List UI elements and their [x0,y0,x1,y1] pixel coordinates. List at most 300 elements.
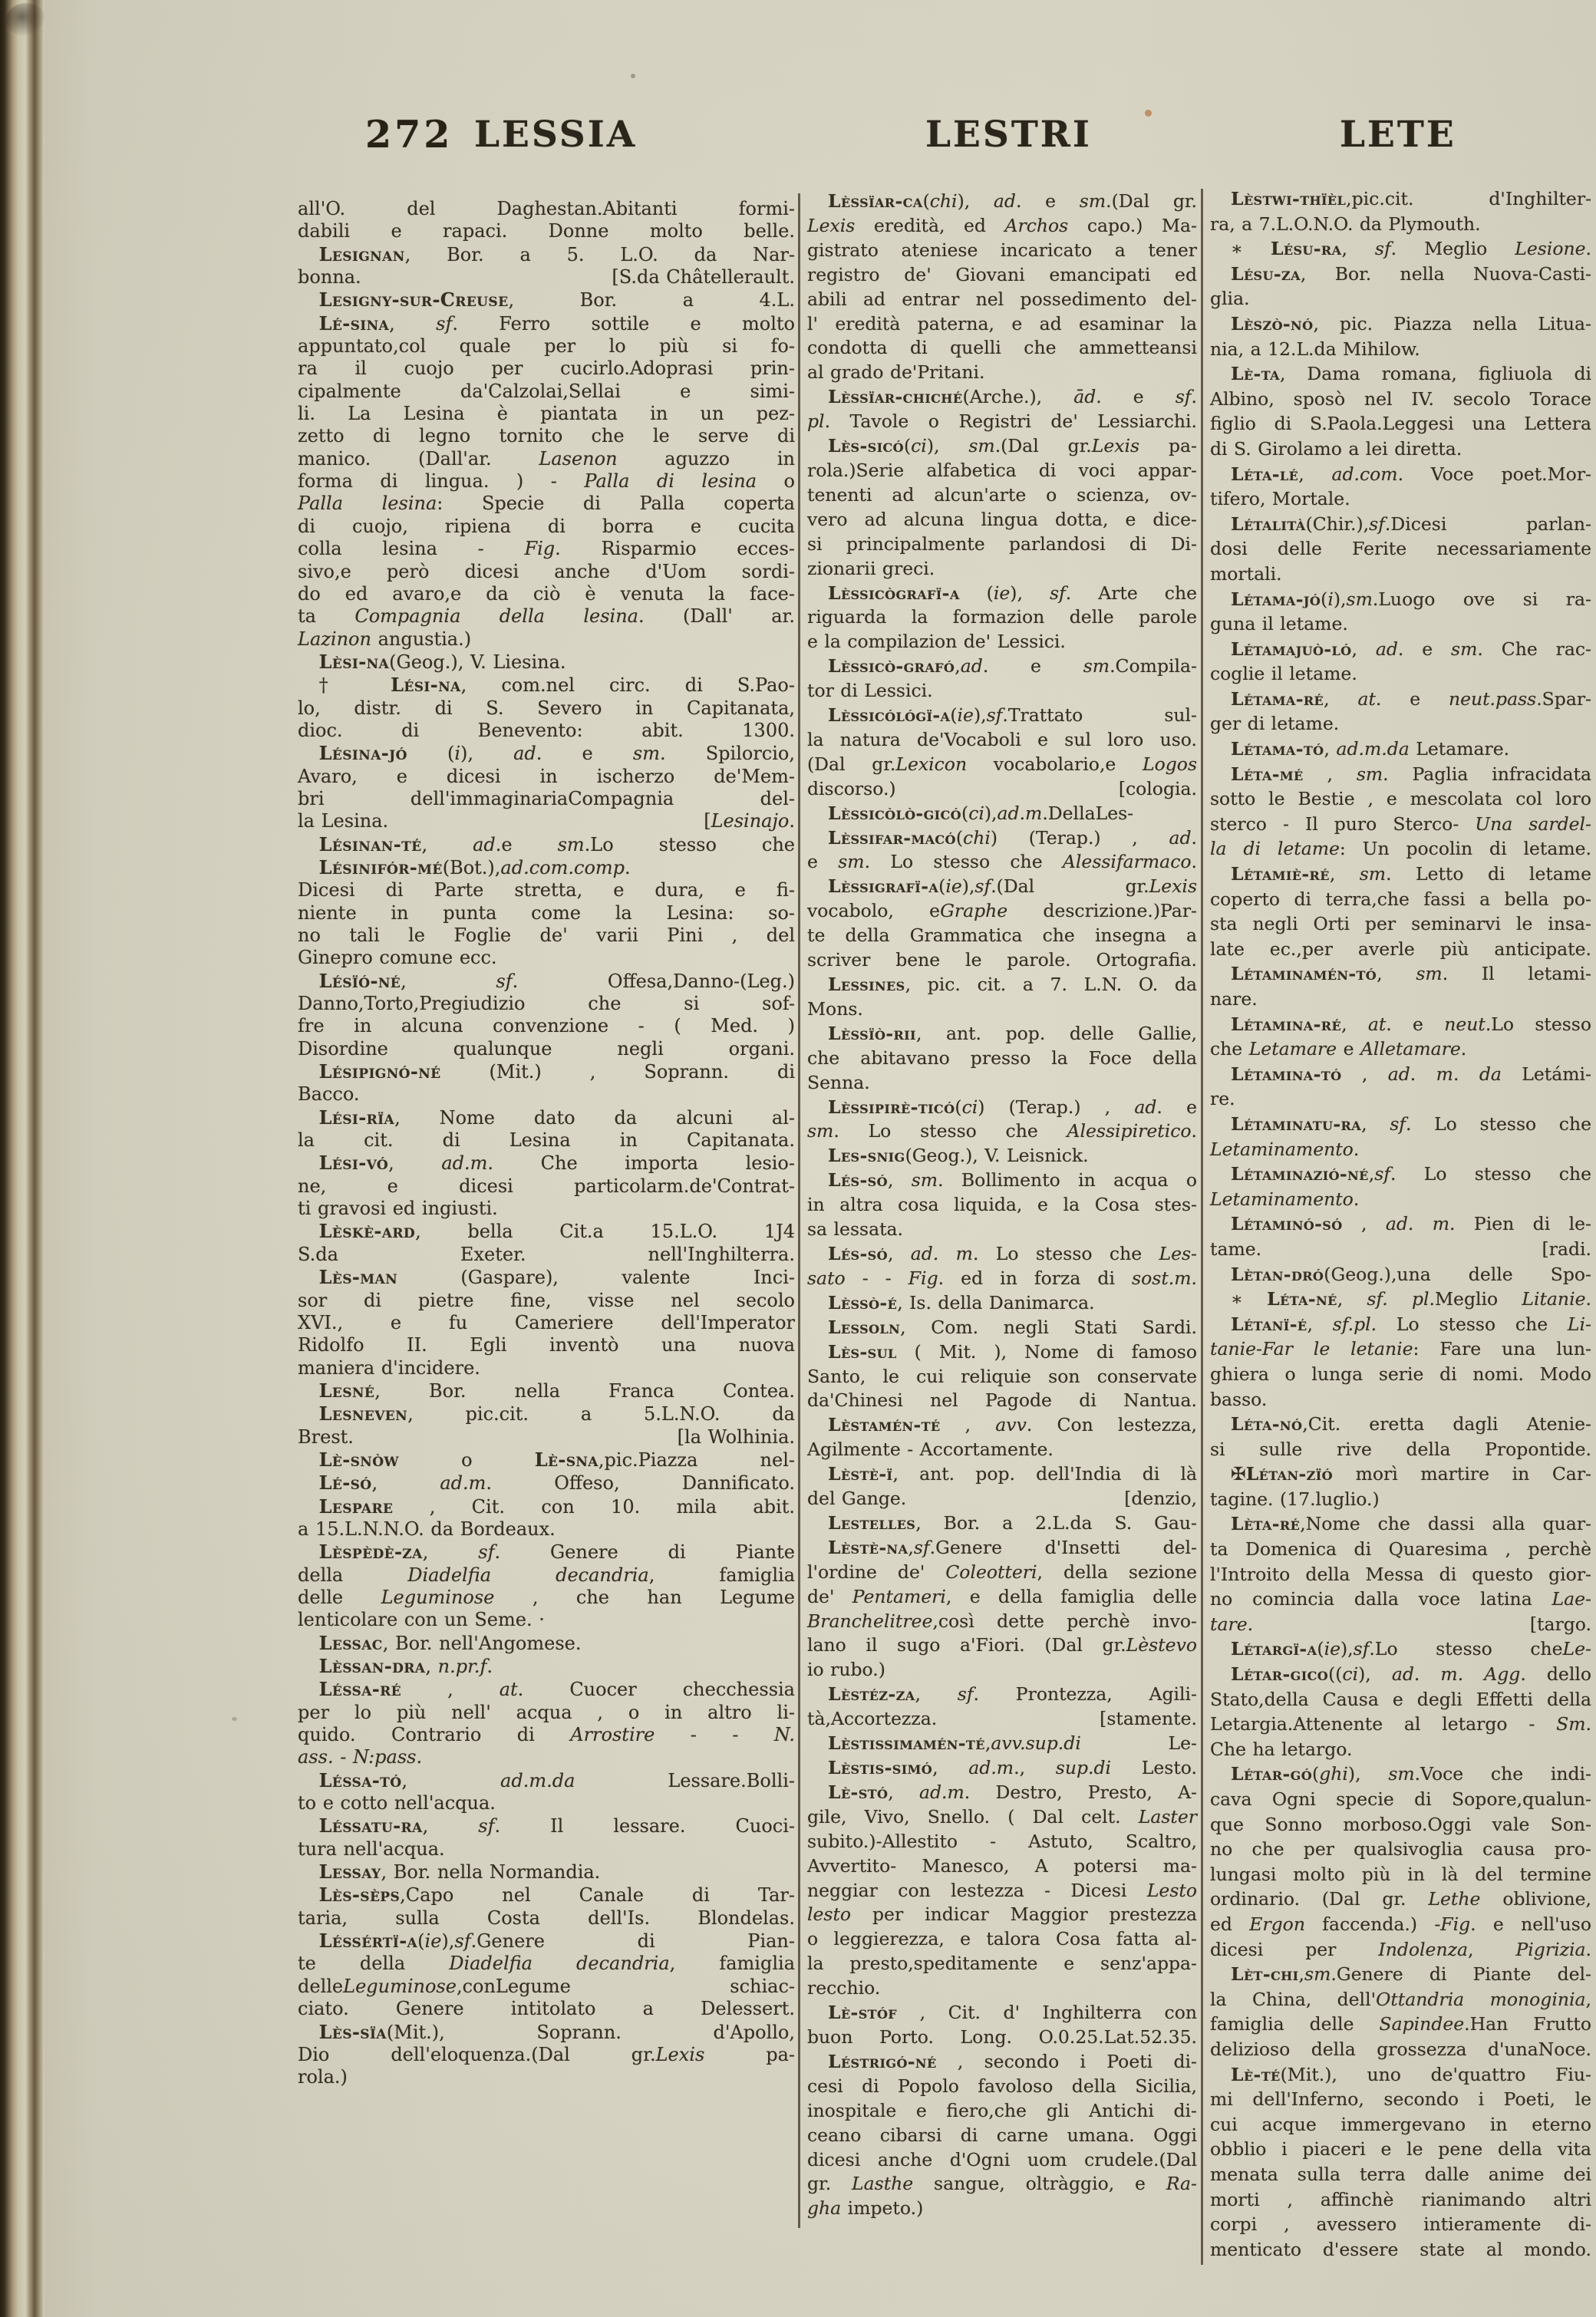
text-line: Lèssicòlò-gicó(ci),ad.m.DellaLes- [828,802,1134,824]
entry-headword: Lè-sna [534,1448,598,1471]
line-text: tà,Accortezza. [807,1708,938,1730]
text-line: condotta di quelli che ammetteansi [807,337,1197,359]
italic-text: sf [496,970,513,992]
entry-headword: Léta-né [1267,1288,1337,1310]
text-line: la natura de'Vocaboli e sul loro uso. [807,728,1197,750]
text-line: Che ha letargo. [1210,1738,1353,1760]
italic-text: Lesto [1146,1879,1197,1901]
italic-text: sf [478,1541,495,1564]
entry-headword: Lèssigrafï-a [828,875,939,898]
text-line: guna il letame. [1210,613,1348,635]
text-line: ∗ Léta-né, sf. pl.Meglio Litanie. [1231,1288,1591,1310]
text-line: Lèssïò-rii, ant. pop. delle Gallie, [828,1022,1197,1044]
text-line: Letargia.Attenente al letargo - Sm. [1210,1713,1591,1735]
text-line: o leggierezza, e talora Cosa fatta al- [807,1928,1197,1950]
text-line: taria, sulla Costa dell'Is. Blondelas. [298,1907,795,1929]
text-line: Lès-man (Gaspare), valente Inci- [318,1266,795,1289]
italic-text: ie [945,875,962,898]
italic-text: Letaminamento [1210,1188,1354,1210]
italic-text: Fig [524,538,556,560]
text-line: Lèstissimamén-té,avv.sup.di Le- [828,1732,1197,1755]
entry-headword: Lè-té [1231,2063,1281,2085]
text-line: Létama-ré, at. e neut.pass.Spar- [1231,687,1591,710]
text-line: Lazinon angustia.) [298,628,472,650]
entry-headword: Léssa-ré [318,1678,402,1701]
text-line: pl. Tavole o Registri de' Lessiarchi. [807,410,1197,433]
entry-headword: Létama-jó [1231,588,1321,610]
text-line: Létamina-tó , ad. m. da Letámi- [1231,1063,1591,1085]
italic-text: Diadelfia decandria [407,1564,649,1586]
text-line: lano il sugo a'Fiori. (Dal gr.Lèstevo [807,1634,1197,1656]
italic-text: ad [960,655,983,677]
italic-text: chi [963,826,991,849]
text-line: † Lési-na, com.nel circ. di S.Pao- [318,674,795,697]
italic-text: Sapindee [1379,2013,1465,2035]
running-head-left: LESSIA [474,114,638,156]
text-line: sato - - Fig. ed in forza di sost.m. [807,1267,1197,1289]
text-line: Lesigny-sur-Creuse, Bor. a 4.L. [318,288,795,311]
text-line: Lésu-za, Bor. nella Nuova-Casti- [1231,262,1591,285]
italic-text: sf [478,1815,495,1837]
italic-text: tare [1210,1613,1248,1635]
text-line: gile, Vivo, Snello. ( Dal celt. Laster [807,1805,1197,1828]
text-line: Lèssicò-grafó,ad. e sm.Compila- [828,655,1197,677]
text-line: Lès-sicó(ci), sm.(Dal gr.Lexis pa- [828,435,1197,457]
text-line: Lés-só, ad. m. Lo stesso che Les- [828,1242,1197,1264]
text-line: tor di Lessici. [807,680,933,702]
italic-text: Far le letanie [1261,1338,1413,1360]
italic-text: Lexis [655,2043,705,2065]
text-line: to e cotto nell'acqua. [298,1792,496,1814]
catchword: [denzio, [1124,1488,1197,1510]
text-line: vocabolo, eGraphe descrizione.)Par- [807,900,1197,922]
italic-text: da [1479,1063,1502,1085]
italic-text: Lazinon [298,628,371,650]
stain-speck [1145,110,1152,117]
italic-text: ci [961,1096,978,1118]
italic-text: Diadelfia decandria [449,1953,670,1975]
text-line: Dio dell'eloquenza.(Dal gr.Lexis pa- [298,2043,795,2065]
text-line [298,810,795,832]
text-line: dabili e rapaci. Donne molto belle. [298,220,795,242]
italic-text: sf [957,1683,974,1706]
italic-text: sf [436,312,453,335]
text-line: la China, dell'Ottandria monoginia, [1210,1988,1592,2010]
entry-headword: Lèt-chi [1231,1963,1299,1986]
italic-text: pl [807,410,825,433]
italic-text: sf [454,1930,471,1953]
italic-text: avv.sup.di [991,1732,1081,1755]
italic-text: Pentameri [852,1585,946,1607]
italic-text: Indolenza [1378,1938,1468,1960]
text-line: ciato. Genere intitolato a Delessert. [298,1998,795,2020]
italic-text: ad [473,833,496,855]
text-line: niente in punta come la Lesina: so- [298,901,795,924]
text-line: Létaminó-só , ad. m. Pien di le- [1231,1213,1591,1235]
italic-text: Letaminamento [1210,1138,1354,1160]
text-line: Léssa-tó, ad.m.da Lessare.Bolli- [318,1768,795,1791]
italic-text: ghi [1319,1763,1348,1785]
text-line: basso. [1210,1388,1268,1410]
text-line: menata sulla terra dalle anime dei [1210,2163,1591,2185]
entry-headword: Lessay [318,1861,381,1884]
text-line: Léta-nó,Cit. eretta dagli Atenie- [1231,1413,1591,1435]
italic-text: Sm [1556,1713,1586,1735]
entry-headword: Létama-ré [1231,687,1324,710]
entry-headword: Lési-na [391,674,461,697]
italic-text: sm [1451,638,1478,660]
text-line [807,777,1197,802]
text-line: sta negli Orti per seminarvi le insa- [1210,913,1591,935]
text-line: Lési-vó, ad.m. Che importa lesio- [318,1152,795,1175]
text-line: bri dell'immaginariaCompagnia del- [298,787,795,809]
text-line: Létamiè-ré, sm. Letto di letame [1231,863,1591,885]
entry-headword: Lési-rïa [318,1106,395,1129]
italic-text: sm [1416,963,1443,985]
entry-headword: Lessac [318,1631,383,1654]
italic-text: Lexis [1149,875,1197,898]
italic-text: chi [929,190,958,212]
text-line: menticato d'essere state al mondo. [1210,2238,1591,2260]
text-line: Lèskè-ard, bella Cit.a 15.L.O. 1J4 [318,1220,795,1243]
italic-text: Una sardel- [1475,812,1591,835]
text-line: lenticolare con un Seme. · [298,1609,545,1631]
text-line: per lo più nell' acqua , o in altro li- [298,1701,795,1723]
entry-headword: Lessines [828,974,905,995]
italic-text: Laster [1138,1805,1197,1828]
entry-headword: Lèspèdè-za [318,1541,423,1564]
italic-text: N. [773,1724,796,1746]
italic-text: sf [1175,386,1192,408]
entry-headword: Lésïó-né [318,969,401,992]
italic-text: sm [911,1169,938,1191]
text-line: Létaminamén-tó, sm. Il letami- [1231,963,1591,985]
entry-headword: Lèssicò-grafó [828,655,955,677]
entry-headword: Lés-só [828,1242,888,1264]
italic-text: sm [632,743,660,765]
entry-headword: Lès-sèps [318,1884,401,1907]
text-line: Lessay, Bor. nella Normandia. [318,1861,601,1884]
entry-headword: Lesigny-sur-Creuse [318,288,509,311]
text-line: do ed avaro,e da ciò è venuta la face- [298,582,795,605]
entry-headword: Lèstè-ï [828,1463,893,1485]
italic-text: Lexis [1091,435,1140,457]
text-line: Disordine qualunque negli organi. [298,1037,795,1060]
italic-text: Archos [1004,214,1069,236]
entry-headword: Lètan-dró [1231,1263,1324,1285]
italic-text: sf [986,704,1003,727]
italic-text: sf [913,1536,930,1558]
italic-text: sf [1374,1163,1390,1185]
text-line: tanie-Far le letanie: Fare una lun- [1210,1338,1591,1360]
text-line: in altra cosa liquida, e la Cosa stes- [807,1194,1197,1216]
text-line: Avvertito- Manesco, A potersi ma- [807,1854,1197,1877]
text-line: che Letamare e Alletamare. [1210,1038,1467,1060]
entry-headword: Léssa-tó [318,1768,402,1791]
entry-headword: Lésinifór-mé [318,855,443,878]
italic-text: Compagnia della lesina [354,605,638,628]
text-line: no tali le Foglie de' varii Pini , del [298,924,795,946]
column-left [298,198,795,2089]
text-line: la presto,speditamente e senz'appa- [807,1953,1197,1975]
text-line: coperto di terra,che fassi a bella po- [1210,888,1591,910]
text-line: Lèstis-simó, ad.m., sup.di Lesto. [828,1757,1197,1778]
text-line: morti , affinchè rianimando altri [1210,2188,1591,2210]
text-line: cui acque immergevano in eterno [1210,2113,1591,2135]
italic-text: Lesione [1515,238,1586,260]
text-line [807,1487,1197,1511]
text-line: Lèssifar-macó(chi) (Terap.) , ad. [828,826,1197,849]
text-line: Lèstè-ï, ant. pop. dell'India di là [828,1463,1197,1485]
text-line: famiglia delle Sapindee.Han Frutto [1210,2013,1591,2035]
entry-headword: Létaminó-só [1231,1213,1343,1235]
entry-headword: Lès-sul [828,1340,897,1363]
text-line: glia. [1210,288,1250,310]
italic-text: sato [807,1267,846,1289]
text-line: dicesi anche d'Ogni uom crudele.(Dal [807,2148,1197,2170]
text-line: Létama-tó, ad.m.da Letamare. [1231,738,1510,760]
text-line: la di letame: Un pocolin di letame. [1210,838,1591,860]
entry-headword: Létamina-ré [1231,1013,1342,1035]
entry-headword: Létargï-a [1231,1638,1317,1660]
text-line: ger di letame. [1210,713,1340,735]
italic-text: ad.m [441,1152,488,1175]
entry-headword: Lesné [318,1379,375,1402]
catchword: [radi. [1542,1238,1591,1260]
text-line: Lés-só, sm. Bollimento in acqua o [828,1169,1197,1191]
entry-headword: Lesignan [318,242,405,265]
text-line: Danno,Torto,Pregiudizio che si sof- [298,993,795,1015]
stain-speck [232,1717,237,1721]
entry-headword: Létamina-tó [1231,1063,1342,1085]
entry-headword: Lèsi-na [318,650,390,673]
entry-headword: Lèszò-nó [1231,312,1314,335]
text-line: Avaro, e dicesi in ischerzo de'Mem- [298,765,795,787]
text-line: dicesi per Indolenza, Pigrizia. [1210,1938,1591,1960]
text-line: fre in alcuna convenzione - ( Med. ) [298,1015,795,1037]
italic-text: Alessifarmaco [1062,851,1192,873]
text-line: Lès-sèps,Capo nel Canale di Tar- [318,1884,795,1907]
text-line: ✠Létan-zïó morì martire in Car- [1231,1463,1591,1485]
italic-text: sup.di [1055,1757,1112,1778]
text-line: Lèsi-na(Geog.), V. Liesina. [318,650,566,673]
text-line: Lésinifór-mé(Bot.),ad.com.comp. [318,855,631,878]
text-line: Lespare , Cit. con 10. mila abit. [318,1495,795,1518]
text-line: riguarda la formazion delle parole [807,606,1197,628]
entry-headword: Lestelles [828,1511,916,1534]
text-line: inospitale e fiero,che gli Antichi di- [807,2099,1197,2121]
text-line: Lèstwi-thïèl,pic.cit. d'Inghilter- [1231,188,1591,209]
entry-headword: Lès-sicó [828,435,904,457]
text-line: maniera d'incidere. [298,1356,480,1379]
text-line: all'O. del Daghestan.Abitanti formi- [298,198,795,219]
italic-text: sm [557,833,585,855]
line-text: del Gange. [807,1488,907,1510]
text-line: delleLeguminose,conLegume schiac- [298,1975,795,1997]
text-line: ceano cibarsi di carne umana. Oggi [807,2124,1197,2146]
catchword: [targo. [1529,1613,1591,1635]
entry-headword: Lé-sina [318,311,390,335]
italic-text: sf [1369,513,1385,535]
italic-text: Graphe [940,900,1008,922]
text-line: ti gravosi ed ingiusti. [298,1198,498,1220]
text-line: Lètan-dró(Geog.),una delle Spo- [1231,1263,1591,1285]
entry-headword: Lèstissimamén-té [828,1732,985,1755]
text-line: e sm. Lo stesso che Alessifarmaco. [807,851,1197,873]
text-line: dioc. di Benevento: abit. 1300. [298,719,795,741]
italic-text: Palla di lesina [584,470,757,493]
text-line: lungasi molto più in là del termine [1210,1863,1591,1885]
italic-text: ad. m [910,1242,973,1264]
entry-headword: Lespare [318,1495,394,1518]
text-line: Lésinan-té, ad.e sm.Lo stesso che [318,832,795,855]
text-line: li. La Lesina è piantata in un pez- [298,403,795,425]
italic-text: N:pass. [352,1746,423,1768]
text-line: Lè-stóf , Cit. d' Inghilterra con [828,2002,1197,2024]
italic-text: Lexis [807,214,856,236]
text-line: gistrato ateniese incaricato a tener [807,239,1197,261]
text-line: Stato,della Causa e degli Effetti della [1210,1688,1591,1710]
text-line: delizioso della grossezza d'unaNoce. [1210,2038,1591,2060]
italic-text: ci [968,802,984,824]
italic-text: Le- [1562,1638,1591,1660]
text-line: Lèszò-nó, pic. Piazza nella Litua- [1231,312,1591,335]
entry-headword: Léstrigó-né [828,2050,937,2072]
entry-headword: Lésipignó-né [318,1060,441,1083]
italic-text: Litanie [1522,1288,1586,1310]
text-line: corpi , avessero intieramente di- [1210,2213,1591,2236]
text-line: buon Porto. Long. O.0.25.Lat.52.35. [807,2025,1197,2048]
text-line: Lé-sina, sf. Ferro sottile e molto [318,311,795,335]
italic-text: ad.m [968,1757,1014,1778]
entry-headword: Lésina-jó [318,742,407,765]
text-line: la cit. di Lesina in Capitanata. [298,1129,795,1152]
italic-text: sf [1353,1638,1370,1660]
text-line: tagine. (17.luglio.) [1210,1488,1380,1510]
text-line: Letaminamento. [1210,1138,1360,1160]
entry-headword: Léta-lé [1231,463,1299,485]
text-line: Lè-stó, ad.m. Destro, Presto, A- [828,1781,1197,1803]
text-line [298,266,795,288]
catchword: [stamente. [1100,1708,1197,1730]
text-line: l'ordine de' Coleotteri, della sezione [807,1561,1197,1583]
text-line: XVI., e fu Cameriere dell'Imperator [298,1311,795,1333]
italic-text: ad [1387,1063,1410,1085]
entry-headword: Lès-man [318,1266,398,1289]
text-line: lesto per indicar Maggior prestezza [807,1903,1197,1926]
line-text: Brest. [298,1425,354,1448]
entry-headword: Lèssïar-ca [828,190,923,212]
italic-text: sm [1083,655,1110,677]
text-line: Ridolfo II. Egli inventò una nuova [298,1334,795,1356]
entry-headword: Létar-gó [1231,1763,1313,1785]
text-line: nia, a 12.L.da Mihilow. [1210,338,1420,360]
italic-text: Ottandria monoginia [1376,1988,1586,2010]
entry-headword: Lèssan-dra [318,1655,426,1677]
text-line: Létargï-a(ie),sf.Lo stesso cheLe- [1231,1638,1591,1660]
italic-text: Lèstevo [1126,1634,1197,1656]
line-text: discorso.) [807,777,896,799]
text-line: Lèstamén-té , avv. Con lestezza, [828,1414,1197,1436]
text-line: delle Leguminose , che han Legume [298,1586,796,1608]
italic-text: Letamare [1248,1038,1337,1060]
italic-text: ad.m.da [1336,738,1410,760]
text-line: cipalmente da'Calzolai,Sellai e simi- [298,380,795,402]
text-line: sivo,e però dicesi anche d'Uom sordi- [298,560,795,582]
entry-headword: Lès-sïa [318,2020,387,2043]
text-line: Lèssïar-ca(chi), ad. e sm.(Dal gr. [828,190,1197,212]
catchword: [la Wolhinia. [677,1425,795,1448]
text-line: cesi di Popolo favoloso della Sicilia, [807,2075,1197,2097]
italic-text: Fig [1440,1913,1471,1935]
italic-text: i [1327,588,1334,610]
italic-text: sf [1049,582,1066,604]
text-line: Santo, le cui reliquie son conservate [807,1365,1197,1387]
text-line: Lé-só, ad.m. Offeso, Dannificato. [318,1472,795,1495]
entry-headword: Léta-nó [1231,1413,1303,1435]
entry-headword: Lèta-ré [1231,1513,1301,1535]
text-line: Palla lesina: Specie di Palla coperta [298,493,795,515]
column-right [1210,186,1591,2262]
text-line: Léta-mé , sm. Paglia infracidata [1231,763,1591,785]
text-line: ta Compagnia della lesina. (Dall' ar. [298,605,795,628]
entry-headword: Lèstwi-thïèl [1231,188,1347,209]
text-line: Lessines, pic. cit. a 7. L.N. O. da [828,974,1197,995]
italic-text: ad.m [440,1472,486,1495]
corner-shadow [6,3,46,37]
text-line: Létaminatu-ra, sf. Lo stesso che [1231,1112,1591,1135]
italic-text: Leguminose [381,1586,495,1608]
text-line: Dicesi di Parte stretta, e dura, e fi- [298,879,795,901]
text-line: Mons. [807,997,863,1020]
italic-text: sm [1079,190,1106,212]
text-line: quido. Contrario di Arrostire - - N. [298,1724,796,1746]
italic-text: Les- [1159,1242,1197,1264]
entry-headword: Lèstè-na [828,1536,908,1558]
text-line: ta Domenica di Quaresima , perchè [1210,1538,1591,1561]
stain-speck [631,74,635,78]
text-line: Lès-sïa(Mit.), Soprann. d'Apollo, [318,2020,795,2043]
text-line: colla lesina - Fig. Risparmio ecces- [298,538,795,560]
italic-text: neut.pass [1448,687,1537,710]
text-line: de' Pentameri, e della famiglia delle [807,1585,1197,1607]
text-line: mi dell'Inferno, secondo i Poeti, le [1210,2088,1591,2111]
entry-headword: Lèssicòlò-gicó [828,802,962,824]
text-line: sa lessata. [807,1218,904,1241]
text-line: Lesneven, pic.cit. a 5.L.N.O. da [318,1402,795,1425]
text-line: Léssértï-a(ie),sf.Genere di Pian- [318,1930,795,1953]
text-line: appuntato,col quale per lo più si fo- [298,335,795,358]
text-line: que Sonno morboso.Oggi vale Son- [1210,1813,1591,1835]
italic-text: avv [995,1414,1027,1436]
italic-text: Coleotteri [945,1561,1037,1583]
text-line: Bacco. [298,1083,360,1106]
text-line: Lestelles, Bor. a 2.L.da S. Gau- [828,1511,1197,1534]
italic-text: Lesinajo [711,810,790,832]
entry-headword: Lè-snòw [318,1448,399,1471]
text-line: Senna. [807,1071,870,1093]
entry-headword: Létan-zïó [1245,1463,1333,1485]
text-line: scriver bene le parole. Ortografia. [807,949,1197,971]
entry-headword: Lèssifar-macó [828,826,956,849]
italic-text: sm [838,851,865,873]
entry-headword: Lèstamén-té [828,1414,941,1436]
entry-headword: Létalità [1231,513,1306,535]
page-binding-edge [0,0,45,2317]
italic-text: ad [1391,1663,1414,1686]
text-line: lo, distr. di S. Severo in Capitanata, [298,697,795,719]
entry-headword: Létaminatu-ra [1231,1112,1362,1135]
